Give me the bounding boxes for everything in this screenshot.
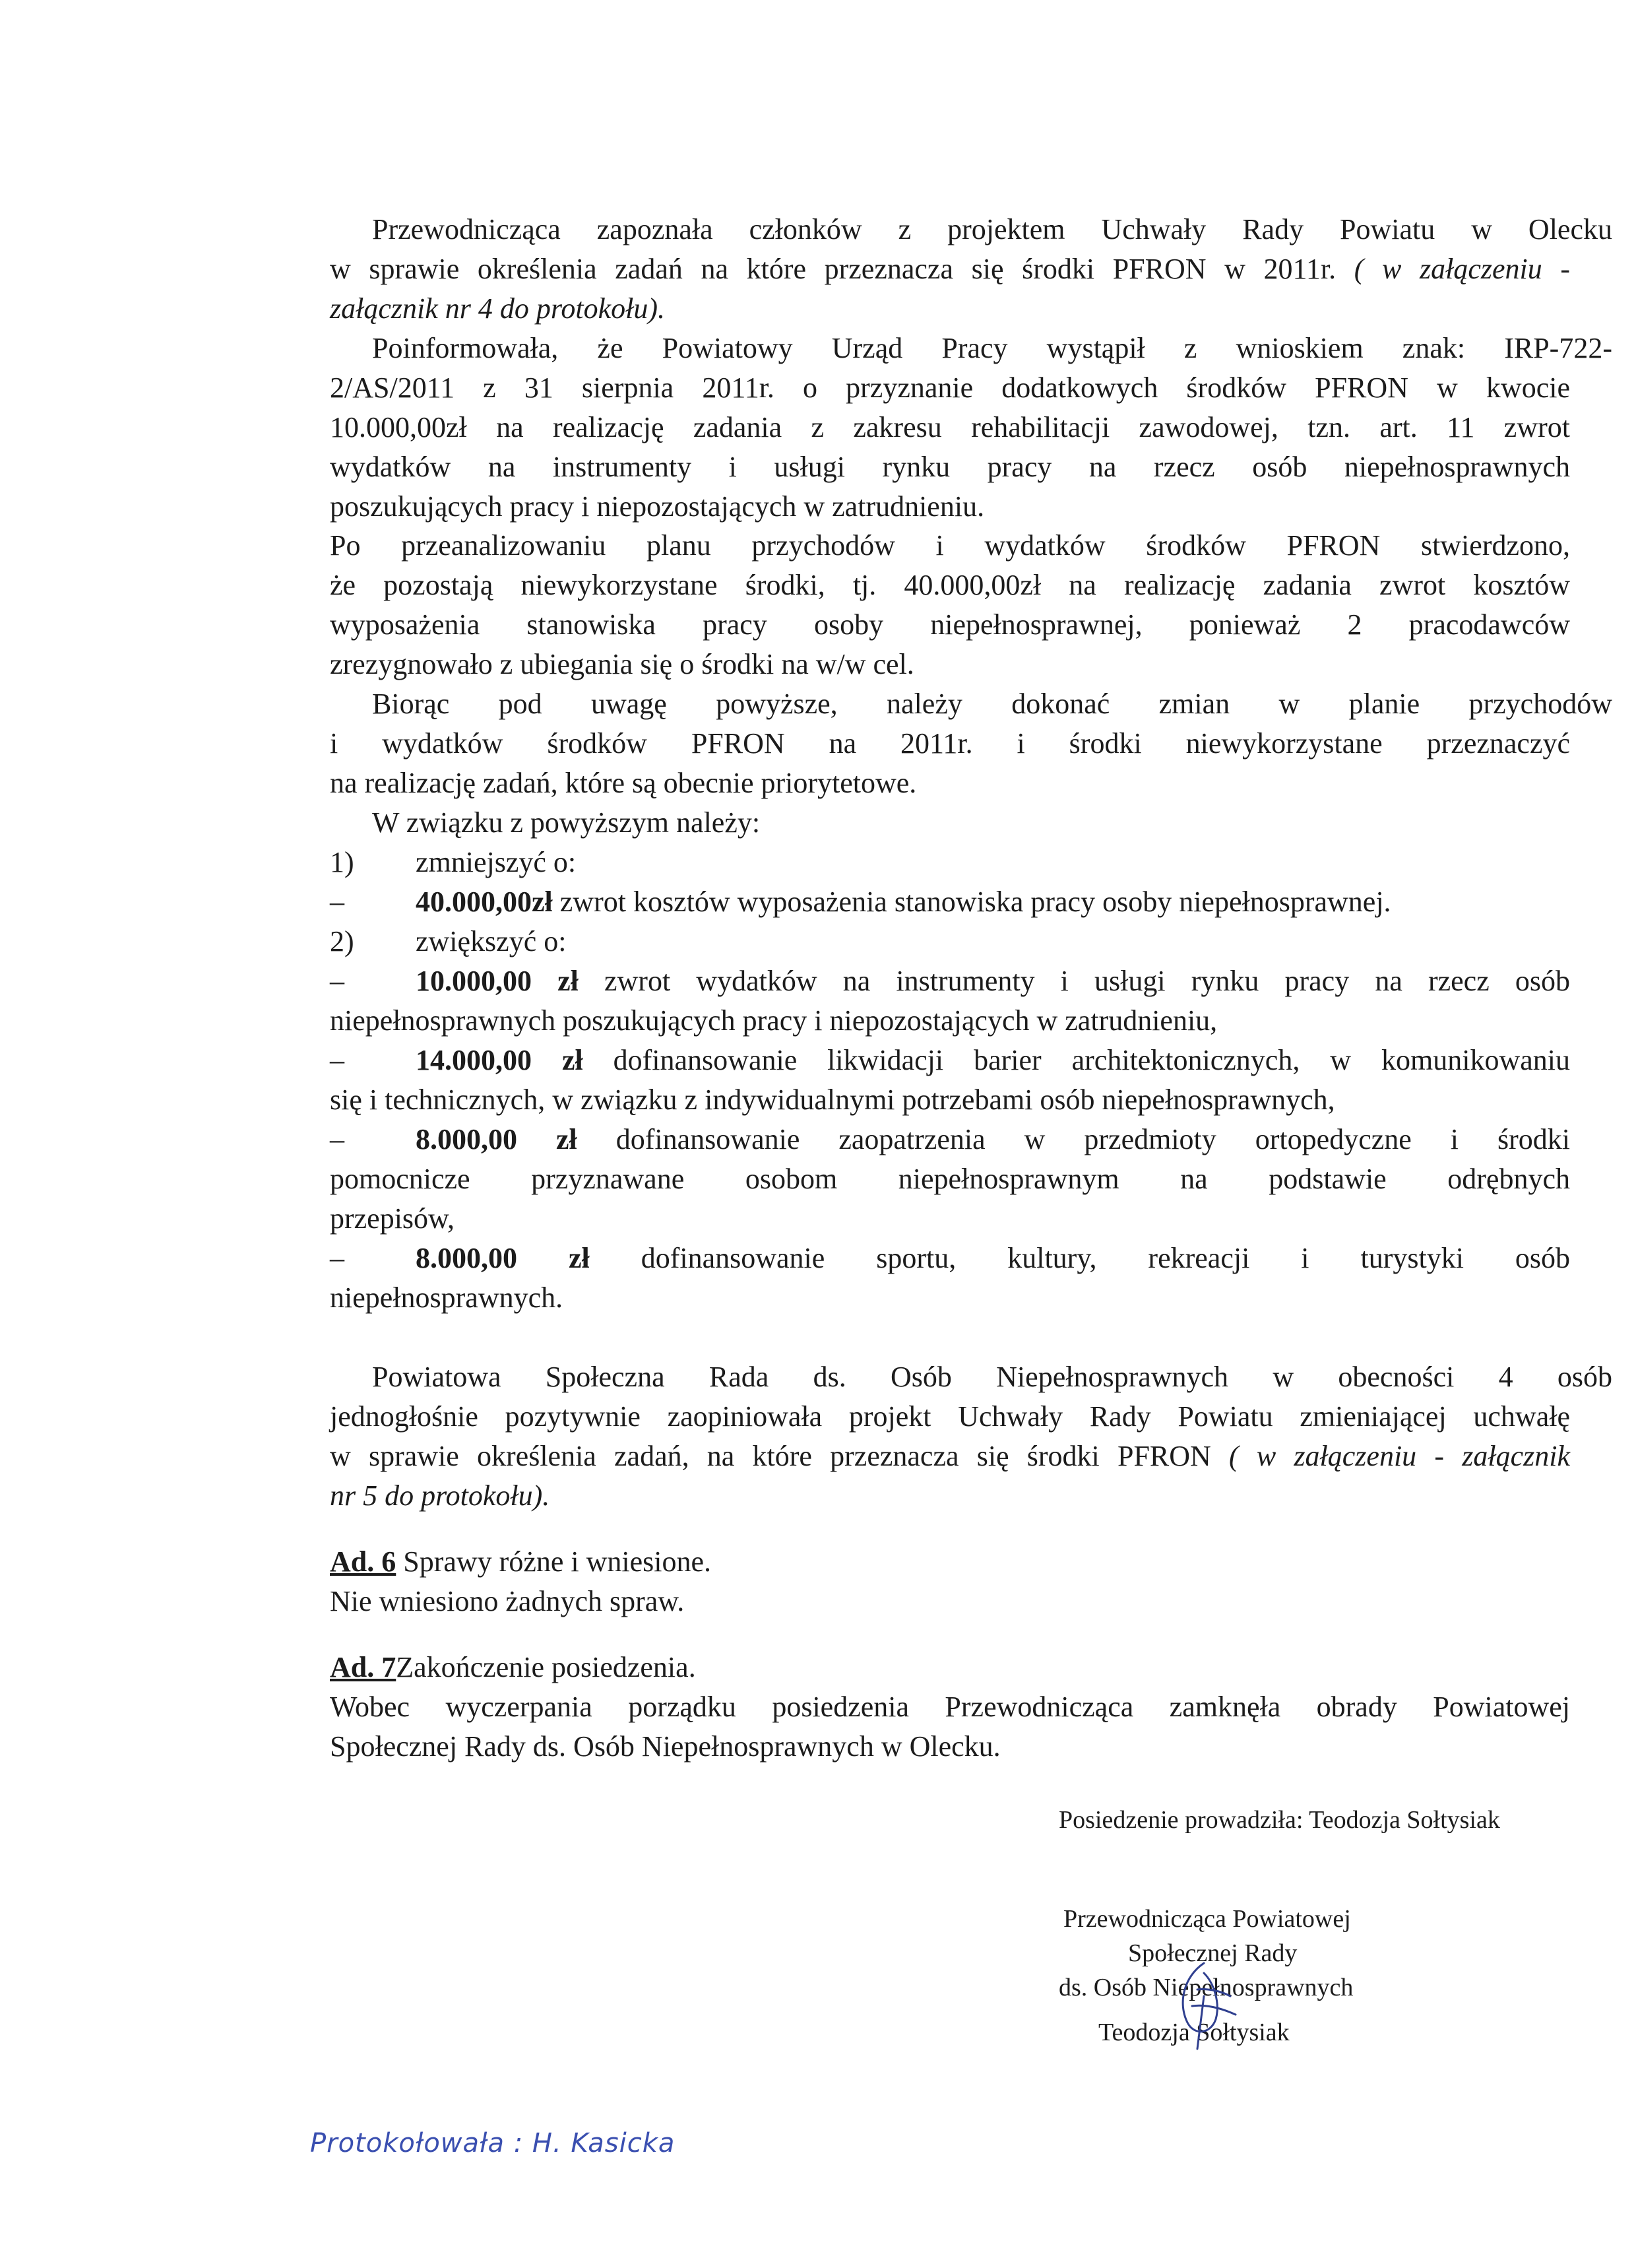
p1-line-2 [330, 249, 1570, 289]
p4-line-2: i wydatków środków PFRON na 2011r. i środki niewykorzystane przeznaczyć [330, 727, 1570, 760]
list-dash-5: – [330, 1242, 344, 1274]
list-dash-item-2-cont: niepełnosprawnych poszukujących pracy i niepozostających w zatrudnieniu, [330, 1004, 1218, 1037]
p2-line-4: wydatków na instrumenty i usługi rynku pracy na rzecz osób niepełnosprawnych [330, 451, 1570, 483]
list-dash-item-5-cont: niepełnosprawnych. [330, 1281, 563, 1314]
list-item-1 [330, 843, 1570, 882]
list-number-1: 1) [330, 846, 354, 878]
p3-line-3: wyposażenia stanowiska pracy osoby niepełnosprawnej, ponieważ 2 pracodawców [330, 608, 1570, 641]
list-dash-item-5 [330, 1239, 1570, 1278]
list-dash-item-2 [330, 961, 1570, 1001]
ad6-title: Sprawy różne i wniesione. [396, 1545, 712, 1578]
list-item-2-text: zwiększyć o: [416, 925, 567, 957]
signature-line-2: Społecznej Rady [1128, 1939, 1298, 1967]
p4-line-4: W związku z powyższym należy: [372, 806, 761, 839]
p5-line-3 [330, 1437, 1570, 1476]
list-dash-1: – [330, 886, 344, 918]
p4-line-3: na realizację zadań, które są obecnie priorytetowe. [330, 767, 917, 799]
amount-5-text: dofinansowanie sportu, kultury, rekreacji i turystyki osób [589, 1242, 1571, 1274]
ad7-line-2: Społecznej Rady ds. Osób Niepełnosprawnych w Olecku. [330, 1730, 1001, 1763]
ad7-line-1: Wobec wyczerpania porządku posiedzenia Przewodnicząca zamknęła obrady Powiatowej [330, 1691, 1570, 1723]
p2-line-2: 2/AS/2011 z 31 sierpnia 2011r. o przyznanie dodatkowych środków PFRON w kwocie [330, 372, 1570, 404]
signature-line-3: ds. Osób Niepełnosprawnych [1059, 1974, 1354, 2001]
amount-1: 40.000,00zł [416, 886, 553, 918]
ad7-title: Zakończenie posiedzenia. [396, 1651, 696, 1683]
amount-2: 10.000,00 zł [416, 965, 579, 997]
list-number-2: 2) [330, 925, 354, 957]
meeting-chair: Posiedzenie prowadziła: Teodozja Sołtysiak [1059, 1806, 1500, 1834]
amount-4-text: dofinansowanie zaopatrzenia w przedmioty ortopedyczne i środki [577, 1123, 1570, 1155]
amount-2-text: zwrot wydatków na instrumenty i usługi rynku pracy na rzecz osób [578, 965, 1570, 997]
list-item-1-text: zmniejszyć o: [416, 846, 577, 878]
amount-3-text: dofinansowanie likwidacji barier architektonicznych, w komunikowaniu [582, 1044, 1570, 1076]
amount-1-text: zwrot kosztów wyposażenia stanowiska pracy osoby niepełnosprawnej. [552, 886, 1391, 918]
signature-line-4: Teodozja Sołtysiak [1098, 2019, 1290, 2046]
ad6-heading [330, 1542, 1570, 1582]
list-dash-item-4-cont-2: przepisów, [330, 1202, 455, 1235]
p3-line-1: Po przeanalizowaniu planu przychodów i wydatków środków PFRON stwierdzono, [330, 529, 1570, 562]
list-dash-item-4 [330, 1120, 1570, 1159]
list-dash-item-4-cont: pomocnicze przyznawane osobom niepełnosprawnym na podstawie odrębnych [330, 1163, 1570, 1195]
p1-line-3: załącznik nr 4 do protokołu). [330, 292, 665, 325]
amount-4: 8.000,00 zł [416, 1123, 577, 1155]
ad6-text: Nie wniesiono żadnych spraw. [330, 1585, 685, 1617]
handwritten-protocol-note: Protokołowała : H. Kasicka [310, 2128, 676, 2158]
p5-line-3-text: w sprawie określenia zadań, na które przeznacza się środki PFRON [330, 1440, 1211, 1472]
list-dash-4: – [330, 1123, 344, 1155]
p5-line-1: Powiatowa Społeczna Rada ds. Osób Niepełnosprawnych w obecności 4 osób [372, 1361, 1612, 1393]
amount-3: 14.000,00 zł [416, 1044, 583, 1076]
list-item-2 [330, 922, 1570, 961]
p1-line-2-italic: ( w załączeniu - [1354, 253, 1571, 285]
p3-line-2: że pozostają niewykorzystane środki, tj. 40.000,00zł na realizację zadania zwrot kosztów [330, 569, 1570, 601]
ad7-label: Ad. 7 [330, 1651, 396, 1683]
p5-line-4: nr 5 do protokołu). [330, 1479, 550, 1512]
p2-line-5: poszukujących pracy i niepozostających w zatrudnieniu. [330, 490, 985, 523]
p5-line-3-italic: ( w załączeniu - załącznik [1229, 1440, 1570, 1472]
ad6-label: Ad. 6 [330, 1545, 396, 1578]
p1-line-1: Przewodnicząca zapoznała członków z projektem Uchwały Rady Powiatu w Olecku [372, 213, 1612, 245]
p2-line-3: 10.000,00zł na realizację zadania z zakresu rehabilitacji zawodowej, tzn. art. 11 zwrot [330, 411, 1570, 443]
p4-line-1: Biorąc pod uwagę powyższe, należy dokonać zmian w planie przychodów [372, 688, 1612, 720]
list-dash-2: – [330, 965, 344, 997]
list-dash-3: – [330, 1044, 344, 1076]
p2-line-1: Poinformowała, że Powiatowy Urząd Pracy wystąpił z wnioskiem znak: IRP-722- [372, 332, 1612, 364]
amount-5: 8.000,00 zł [416, 1242, 590, 1274]
p1-line-2-text: w sprawie określenia zadań na które przeznacza się środki PFRON w 2011r. [330, 253, 1337, 285]
list-dash-item-3 [330, 1041, 1570, 1080]
p3-line-4: zrezygnowało z ubiegania się o środki na w/w cel. [330, 648, 914, 680]
list-dash-item-3-cont: się i technicznych, w związku z indywidualnymi potrzebami osób niepełnosprawnych, [330, 1084, 1335, 1116]
p5-line-2: jednogłośnie pozytywnie zaopiniowała projekt Uchwały Rady Powiatu zmieniającej uchwałę [330, 1400, 1570, 1433]
ad7-heading [330, 1648, 1570, 1687]
handwritten-signature [1158, 1957, 1250, 2056]
signature-line-1: Przewodnicząca Powiatowej [1063, 1905, 1351, 1933]
list-dash-item-1 [330, 882, 1570, 922]
